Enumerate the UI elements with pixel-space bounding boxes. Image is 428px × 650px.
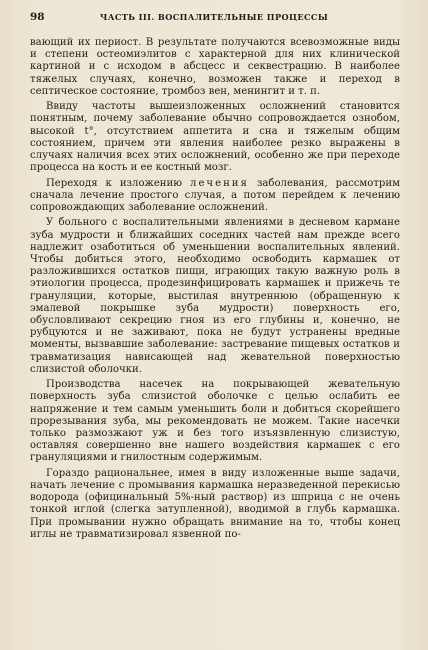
paragraph	[30, 468, 400, 541]
text-run: Производства насечек на покрывающей жевательную поверхность зуба слизистой оболочке с целью ослабить ее напряжение и тем самым уменьшить боли и добиться скорейшего прорезывания зуба, мы рекомендовать не можем. Такие насечки только размозжают уж и без того изъязвленную слизистую, оставляя совершенно вне нашего воздействия кармашек с его грануляциями и гнилостным содержимым.	[30, 379, 400, 464]
paragraph	[30, 37, 400, 98]
text-run: заболевания, рассмотрим сначала лечение простого случая, а потом перейдем к лечению сопровождающих заболевание осложнений.	[30, 177, 400, 214]
page-number: 98	[30, 11, 45, 23]
paragraph	[30, 217, 400, 376]
paragraph	[30, 178, 400, 215]
body-text	[30, 37, 400, 541]
paragraph	[30, 379, 400, 464]
running-head: ЧАСТЬ III. ВОСПАЛИТЕЛЬНЫЕ ПРОЦЕССЫ	[99, 12, 329, 22]
text-run: Гораздо рациональнее, имея в виду изложенные выше задачи, начать лечение с промывания кармашка неразведенной перекисью водорода (официнальный 5%-ный раствор) из шприца с не очень тонкой иглой (слегка затупленной), вводимой в глубь кармашка. При промывании нужно обращать внимание на то, чтобы конец иглы не травматизировал язвенной по-	[30, 467, 400, 540]
text-run: Ввиду частоты вышеизложенных осложнений становится понятным, почему заболевание обычно сопровождается ознобом, высокой t°, отсутствием аппетита и сна и тяжелым общим состоянием, причем эти явления наиболее резко выражены в случаях наличия всех этих осложнений, особенно же при переходе процесса на кость и ее костный мозг.	[30, 101, 400, 174]
text-run: вающий их периост. В результате получаются всевозможные виды и степени остеомиэлитов с характерной для них клинической картиной и с исходом в абсцесс и секвестрацию. В наиболее тяжелых случаях, конечно, возможен также и переход в септическое состояние, тромбоз вен, менингит и т. п.	[30, 37, 400, 97]
text-run: У больного с воспалительными явлениями в десневом кармане зуба мудрости и ближайших соседних частей нам прежде всего надлежит озаботиться об уменьшении воспалительных явлений. Чтобы добиться этого, необходимо освободить кармашек от разложившихся остатков пищи, играющих такую важную роль в этиологии процесса, продезинфицировать кармашек и прижечь те грануляции, которые, выстилая внутреннюю (обращенную к эмалевой покрышке зуба мудрости) поверхность его, обусловливают секрецию гноя из его глубины и, конечно, не рубцуются и не заживают, пока не будут устранены вредные моменты, вызвавшие заболевание: застревание пищевых остатков и травматизация нависающей над жевательной поверхностью слизистой оболочки.	[30, 217, 400, 375]
paragraph	[30, 101, 400, 174]
text-run: Переходя к изложению	[46, 177, 191, 189]
emphasized-text: лечения	[190, 177, 249, 189]
page-header	[30, 11, 398, 25]
